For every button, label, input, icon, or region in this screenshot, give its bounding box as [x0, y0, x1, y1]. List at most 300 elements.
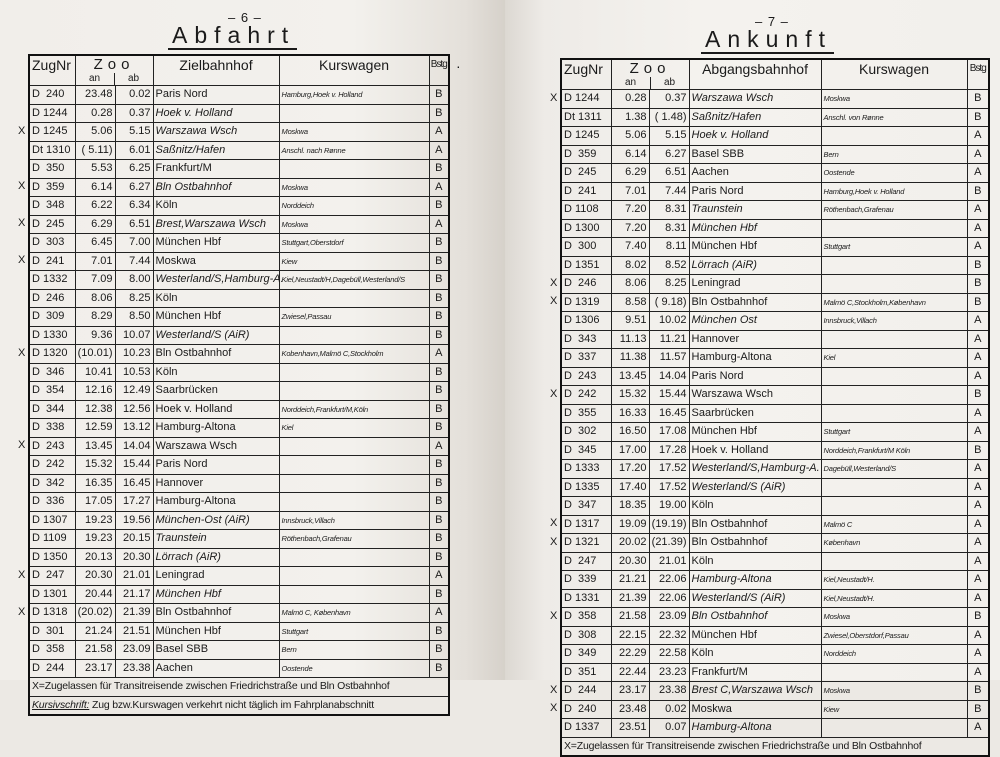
through-coaches: Kiel	[279, 419, 429, 438]
arrival-time: 9.51	[611, 312, 649, 331]
station-name: München Hbf	[153, 622, 279, 641]
table-row	[561, 145, 989, 164]
table-row	[29, 160, 449, 179]
station-name: München Ost	[689, 312, 821, 331]
through-coaches	[279, 437, 429, 456]
departure-time: 22.06	[649, 571, 689, 590]
through-coaches: Hamburg,Hoek v. Holland	[279, 86, 429, 105]
station-name: Traunstein	[689, 201, 821, 220]
departure-time: 10.23	[115, 345, 153, 364]
platform: B	[967, 441, 989, 460]
arrival-time: 6.29	[75, 215, 115, 234]
platform: A	[967, 626, 989, 645]
table-row	[29, 548, 449, 567]
through-coaches	[279, 493, 429, 512]
col-zoo: Zoo an ab	[75, 55, 153, 86]
through-coaches	[279, 363, 429, 382]
departure-time: 11.57	[649, 349, 689, 368]
through-coaches: Stuttgart,Oberstdorf	[279, 234, 429, 253]
platform: A	[967, 404, 989, 423]
platform: B	[429, 160, 449, 179]
arrival-time: 23.48	[611, 700, 649, 719]
platform: B	[429, 419, 449, 438]
station-name: Bln Ostbahnhof	[689, 293, 821, 312]
platform: B	[967, 182, 989, 201]
platform: A	[967, 460, 989, 479]
station-name: Saßnitz/Hafen	[689, 108, 821, 127]
table-row	[29, 511, 449, 530]
through-coaches: Stuttgart	[821, 423, 967, 442]
page-right-ankunft	[505, 0, 1000, 752]
arrival-time: 15.32	[611, 386, 649, 405]
platform: A	[967, 330, 989, 349]
table-row	[561, 423, 989, 442]
arrival-time: 16.35	[75, 474, 115, 493]
arrival-time: 7.20	[611, 201, 649, 220]
through-coaches: Anschl. von Rønne	[821, 108, 967, 127]
platform: A	[967, 164, 989, 183]
station-name: Warszawa Wsch	[153, 437, 279, 456]
through-coaches: Dagebüll,Westerland/S	[821, 460, 967, 479]
train-number: D 1245	[561, 127, 611, 146]
platform: A	[967, 719, 989, 738]
station-name: Hannover	[153, 474, 279, 493]
platform: B	[429, 548, 449, 567]
arrival-time: 21.24	[75, 622, 115, 641]
arrival-time: 17.40	[611, 478, 649, 497]
table-row	[561, 719, 989, 738]
arrival-time: 17.00	[611, 441, 649, 460]
col-an: an	[612, 77, 651, 89]
arrival-time: 22.29	[611, 645, 649, 664]
train-number: D 244	[29, 659, 75, 678]
platform: A	[429, 437, 449, 456]
page-title: Ankunft	[701, 26, 834, 54]
departure-time: 0.37	[115, 104, 153, 123]
arrival-time: 6.29	[611, 164, 649, 183]
departure-time: 22.06	[649, 589, 689, 608]
train-number: D 359	[561, 145, 611, 164]
platform: B	[967, 275, 989, 294]
station-name: München Hbf	[153, 585, 279, 604]
table-row	[561, 626, 989, 645]
table-row	[561, 589, 989, 608]
train-number: D 300	[561, 238, 611, 257]
arrival-time: 5.53	[75, 160, 115, 179]
train-number: D 336	[29, 493, 75, 512]
train-number: D 309	[29, 308, 75, 327]
footnote-transit: X=Zugelassen für Transitreisende zwischen Friedrichstraße und Bln Ostbahnhof	[561, 737, 989, 756]
departure-time: 17.28	[649, 441, 689, 460]
through-coaches: Bern	[821, 145, 967, 164]
station-name: Traunstein	[153, 530, 279, 549]
table-row	[29, 567, 449, 586]
station-name: Hamburg-Altona	[689, 349, 821, 368]
departure-time: 17.27	[115, 493, 153, 512]
table-row	[29, 456, 449, 475]
station-name: Warszawa Wsch	[153, 123, 279, 142]
through-coaches: Malmö C	[821, 515, 967, 534]
arrival-time: 7.20	[611, 219, 649, 238]
footnote-italic: Kursivschrift: Zug bzw.Kurswagen verkehrt nicht täglich im Fahrplanabschnitt	[29, 696, 449, 715]
transit-x-mark: X	[550, 702, 558, 714]
platform: A	[429, 123, 449, 142]
departure-time: 13.12	[115, 419, 153, 438]
station-name: Paris Nord	[689, 367, 821, 386]
train-number: D 244	[561, 682, 611, 701]
through-coaches: Malmö C, København	[279, 604, 429, 623]
transit-x-mark: X	[18, 346, 26, 359]
train-number: D 242	[561, 386, 611, 405]
platform: B	[429, 641, 449, 660]
through-coaches: Moskwa	[279, 215, 429, 234]
station-name: Frankfurt/M	[153, 160, 279, 179]
station-name: Aachen	[153, 659, 279, 678]
table-row	[561, 182, 989, 201]
departure-time: 0.02	[115, 86, 153, 105]
table-row	[29, 326, 449, 345]
through-coaches: Stuttgart	[279, 622, 429, 641]
table-row	[561, 571, 989, 590]
platform: A	[429, 215, 449, 234]
departure-time: 21.51	[115, 622, 153, 641]
through-coaches: Innsbruck,Villach	[821, 312, 967, 331]
platform: A	[429, 178, 449, 197]
table-row	[561, 645, 989, 664]
departure-time: 10.07	[115, 326, 153, 345]
arrival-time: 13.45	[75, 437, 115, 456]
through-coaches	[821, 404, 967, 423]
train-number: D 308	[561, 626, 611, 645]
through-coaches	[279, 585, 429, 604]
station-name: Lörrach (AiR)	[689, 256, 821, 275]
col-kurswagen: Kurswagen	[279, 55, 429, 86]
page-left-abfahrt	[0, 0, 505, 711]
departure-time: 22.32	[649, 626, 689, 645]
departure-time: 17.08	[649, 423, 689, 442]
platform: A	[967, 663, 989, 682]
train-number: D 246	[29, 289, 75, 308]
train-number: D 1108	[561, 201, 611, 220]
platform: B	[429, 197, 449, 216]
stray-dot: ·	[456, 58, 461, 74]
through-coaches	[279, 456, 429, 475]
through-coaches: Norddeich,Frankfurt/M Köln	[821, 441, 967, 460]
departure-time: 23.09	[115, 641, 153, 660]
platform: B	[967, 386, 989, 405]
train-number: D 247	[561, 552, 611, 571]
arrival-time: 8.06	[611, 275, 649, 294]
table-row	[29, 474, 449, 493]
arrival-time: 23.17	[611, 682, 649, 701]
train-number: D 1331	[561, 589, 611, 608]
station-name: Moskwa	[689, 700, 821, 719]
departure-time: 16.45	[649, 404, 689, 423]
departure-time: 8.31	[649, 219, 689, 238]
table-row	[561, 478, 989, 497]
station-name: Frankfurt/M	[689, 663, 821, 682]
platform: B	[429, 252, 449, 271]
through-coaches: Anschl. nach Rønne	[279, 141, 429, 160]
train-number: D 243	[29, 437, 75, 456]
through-coaches	[279, 160, 429, 179]
table-row	[29, 234, 449, 253]
platform: A	[967, 367, 989, 386]
train-number: D 1318	[29, 604, 75, 623]
table-row	[561, 386, 989, 405]
transit-x-mark: X	[550, 517, 558, 529]
table-row	[561, 164, 989, 183]
col-an: an	[76, 73, 115, 85]
platform: B	[429, 474, 449, 493]
departure-time: 8.50	[115, 308, 153, 327]
platform: A	[967, 238, 989, 257]
train-number: D 1337	[561, 719, 611, 738]
station-name: Basel SBB	[153, 641, 279, 660]
footnote-transit: X=Zugelassen für Transitreisende zwischen Friedrichstraße und Bln Ostbahnhof	[29, 678, 449, 697]
train-number: D 243	[561, 367, 611, 386]
departure-time: 10.02	[649, 312, 689, 331]
arrival-time: 9.36	[75, 326, 115, 345]
platform: A	[967, 349, 989, 368]
train-number: D 343	[561, 330, 611, 349]
arrival-time: 6.22	[75, 197, 115, 216]
arrival-time: 5.06	[75, 123, 115, 142]
arrival-time: 7.01	[611, 182, 649, 201]
through-coaches	[279, 104, 429, 123]
page-title: Abfahrt	[168, 22, 297, 50]
platform: A	[967, 515, 989, 534]
platform: A	[967, 534, 989, 553]
departure-time: 17.52	[649, 460, 689, 479]
table-row	[561, 238, 989, 257]
platform: B	[429, 86, 449, 105]
through-coaches: Kiew	[821, 700, 967, 719]
through-coaches: Norddeich	[821, 645, 967, 664]
station-name: Saarbrücken	[153, 382, 279, 401]
train-number: D 1244	[29, 104, 75, 123]
table-row	[561, 441, 989, 460]
station-name: Köln	[153, 363, 279, 382]
table-row	[29, 104, 449, 123]
arrival-time: 20.44	[75, 585, 115, 604]
departure-time: 21.39	[115, 604, 153, 623]
through-coaches	[821, 552, 967, 571]
departure-time: 10.53	[115, 363, 153, 382]
table-row	[29, 659, 449, 678]
platform: B	[429, 382, 449, 401]
table-row	[561, 460, 989, 479]
train-number: D 349	[561, 645, 611, 664]
transit-x-mark: X	[550, 295, 558, 307]
train-number: Dt 1310	[29, 141, 75, 160]
footnote-row	[29, 696, 449, 715]
arrival-time: 21.21	[611, 571, 649, 590]
departure-time: 8.25	[115, 289, 153, 308]
col-zoo: Zoo an ab	[611, 59, 689, 90]
table-row	[29, 437, 449, 456]
table-row	[561, 700, 989, 719]
platform: B	[967, 700, 989, 719]
train-number: D 1319	[561, 293, 611, 312]
through-coaches	[821, 330, 967, 349]
departure-time: 6.27	[649, 145, 689, 164]
station-name: Köln	[689, 645, 821, 664]
platform: B	[429, 400, 449, 419]
table-row	[561, 256, 989, 275]
station-name: Warszawa Wsch	[689, 386, 821, 405]
departure-time: 15.44	[649, 386, 689, 405]
train-number: D 1330	[29, 326, 75, 345]
arrival-time: 20.30	[611, 552, 649, 571]
through-coaches: Zwiesel,Oberstdorf,Passau	[821, 626, 967, 645]
departure-time: (19.19)	[649, 515, 689, 534]
platform: B	[967, 293, 989, 312]
departure-time: 0.07	[649, 719, 689, 738]
through-coaches	[821, 219, 967, 238]
platform: B	[429, 530, 449, 549]
departure-time: 7.44	[115, 252, 153, 271]
arrival-time: 17.20	[611, 460, 649, 479]
table-row	[29, 271, 449, 290]
departure-time: 20.30	[115, 548, 153, 567]
train-number: D 1333	[561, 460, 611, 479]
arrival-time: 0.28	[75, 104, 115, 123]
through-coaches: Röthenbach,Grafenau	[279, 530, 429, 549]
station-name: Saßnitz/Hafen	[153, 141, 279, 160]
transit-x-mark: X	[550, 387, 558, 400]
station-name: Westerland/S (AiR)	[689, 478, 821, 497]
arrival-time: 15.32	[75, 456, 115, 475]
through-coaches: Röthenbach,Grafenau	[821, 201, 967, 220]
table-row	[561, 497, 989, 516]
through-coaches: Kiel,Neustadt/H.	[821, 589, 967, 608]
train-number: D 1245	[29, 123, 75, 142]
through-coaches: Oostende	[279, 659, 429, 678]
station-name: Bln Ostbahnhof	[689, 534, 821, 553]
station-name: München Hbf	[689, 238, 821, 257]
platform: A	[967, 201, 989, 220]
arrival-time: 21.58	[611, 608, 649, 627]
departure-time: 8.52	[649, 256, 689, 275]
arrival-time: (20.02)	[75, 604, 115, 623]
station-name: Brest,Warszawa Wsch	[153, 215, 279, 234]
departure-time: 5.15	[115, 123, 153, 142]
table-row	[561, 608, 989, 627]
transit-x-mark: X	[18, 217, 26, 229]
through-coaches	[821, 719, 967, 738]
platform: A	[967, 497, 989, 516]
departure-time: (21.39)	[649, 534, 689, 553]
station-name: Köln	[153, 197, 279, 216]
platform: B	[429, 234, 449, 253]
through-coaches	[821, 367, 967, 386]
train-number: D 246	[561, 275, 611, 294]
arrival-time: 8.58	[611, 293, 649, 312]
train-number: D 1300	[561, 219, 611, 238]
col-bstg: Bstg	[967, 59, 989, 90]
through-coaches	[279, 567, 429, 586]
train-number: D 345	[561, 441, 611, 460]
through-coaches: Kobenhavn,Malmö C,Stockholm	[279, 345, 429, 364]
station-name: Brest C,Warszawa Wsch	[689, 682, 821, 701]
col-bstg: Bstg	[429, 55, 449, 86]
station-name: Leningrad	[689, 275, 821, 294]
station-name: München Hbf	[689, 626, 821, 645]
departure-time: 14.04	[649, 367, 689, 386]
table-row	[561, 367, 989, 386]
arrival-time: 0.28	[611, 90, 649, 109]
station-name: Hoek v. Holland	[153, 104, 279, 123]
station-name: Aachen	[689, 164, 821, 183]
table-row	[561, 552, 989, 571]
through-coaches: Moskwa	[279, 123, 429, 142]
station-name: Köln	[689, 552, 821, 571]
train-number: D 348	[29, 197, 75, 216]
train-number: D 338	[29, 419, 75, 438]
train-number: D 245	[29, 215, 75, 234]
table-row	[561, 404, 989, 423]
table-row	[561, 127, 989, 146]
station-name: Westerland/S,Hamburg-A.	[689, 460, 821, 479]
platform: A	[967, 312, 989, 331]
station-name: Hamburg-Altona	[689, 571, 821, 590]
train-number: D 344	[29, 400, 75, 419]
through-coaches	[821, 386, 967, 405]
arrival-time: 23.51	[611, 719, 649, 738]
table-row	[29, 585, 449, 604]
transit-x-mark: X	[550, 91, 558, 104]
train-number: D 1307	[29, 511, 75, 530]
transit-x-mark: X	[550, 535, 558, 548]
station-name: Köln	[689, 497, 821, 516]
train-number: D 347	[561, 497, 611, 516]
station-name: Westerland/S (AiR)	[153, 326, 279, 345]
through-coaches: Bern	[279, 641, 429, 660]
arrival-time: 13.45	[611, 367, 649, 386]
train-number: D 1335	[561, 478, 611, 497]
table-row	[561, 312, 989, 331]
table-row	[29, 493, 449, 512]
through-coaches: Kiel	[821, 349, 967, 368]
station-name: Hamburg-Altona	[689, 719, 821, 738]
transit-x-mark: X	[18, 439, 26, 451]
departure-time: ( 9.18)	[649, 293, 689, 312]
page-number: – 7 –	[755, 14, 789, 29]
departure-time: 23.23	[649, 663, 689, 682]
train-number: D 301	[29, 622, 75, 641]
table-row	[29, 382, 449, 401]
table-row	[561, 515, 989, 534]
train-number: D 342	[29, 474, 75, 493]
table-row	[29, 86, 449, 105]
platform: A	[429, 567, 449, 586]
table-row	[561, 293, 989, 312]
station-name: München Hbf	[689, 423, 821, 442]
platform: B	[429, 622, 449, 641]
table-row	[29, 252, 449, 271]
platform: B	[429, 493, 449, 512]
train-number: D 1244	[561, 90, 611, 109]
train-number: D 359	[29, 178, 75, 197]
arrival-time: 20.30	[75, 567, 115, 586]
table-row	[29, 141, 449, 160]
train-number: D 245	[561, 164, 611, 183]
train-number: D 358	[29, 641, 75, 660]
departure-time: 12.49	[115, 382, 153, 401]
train-number: D 1301	[29, 585, 75, 604]
station-name: Hamburg-Altona	[153, 493, 279, 512]
